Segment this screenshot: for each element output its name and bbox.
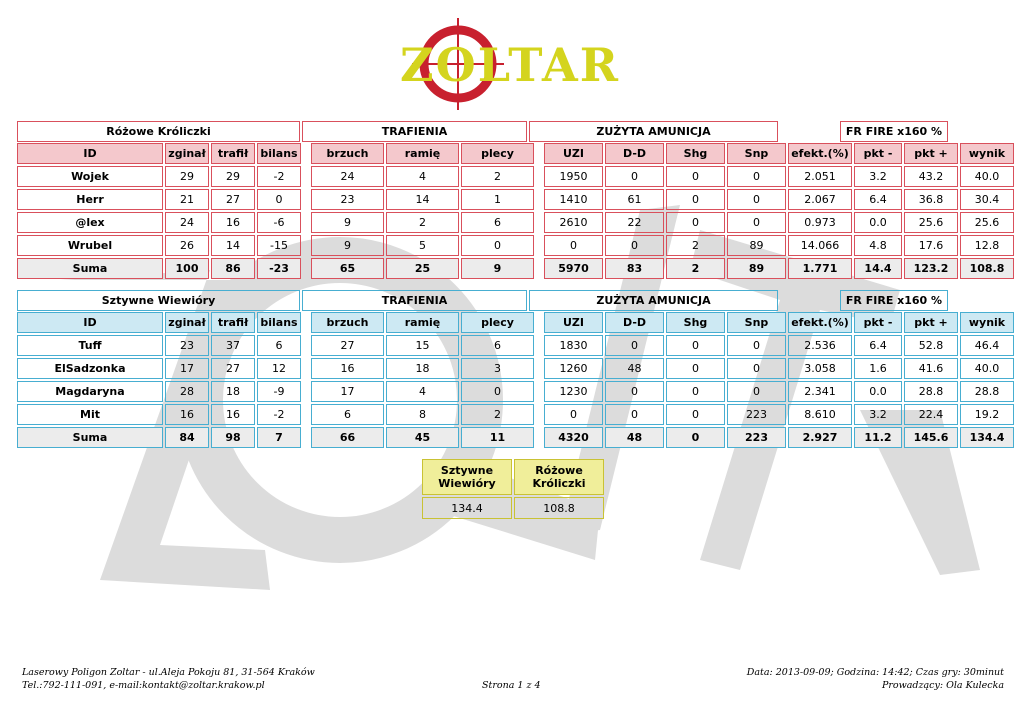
team1-cell: 9 (311, 235, 384, 256)
team2-cell: 0 (666, 358, 725, 379)
team2-cell: 27 (211, 358, 255, 379)
team2-cell: D-D (605, 312, 664, 333)
team1-cell: 21 (165, 189, 209, 210)
team2-cell: 0 (544, 404, 603, 425)
team1-cell: 0 (605, 235, 664, 256)
footer-date-time: Data: 2013-09-09; Godzina: 14:42; Czas gry: 30minut (746, 667, 1004, 678)
team2-cell: 1830 (544, 335, 603, 356)
team1-cell: 2.067 (788, 189, 852, 210)
team2-cell: pkt - (854, 312, 902, 333)
team1-cell: 29 (165, 166, 209, 187)
team2-cell: 28.8 (960, 381, 1014, 402)
team1-cell: 0.973 (788, 212, 852, 233)
team2-cell: 16 (165, 404, 209, 425)
team2-cell: 18 (386, 358, 459, 379)
team1-player-row (17, 235, 1014, 256)
team1-cell: @lex (17, 212, 163, 233)
team1-group-ammo: ZUŻYTA AMUNICJA (529, 121, 778, 142)
team2-cell: 22.4 (904, 404, 958, 425)
team1-cell: 4 (386, 166, 459, 187)
team1-cell: 2 (386, 212, 459, 233)
team2-cell: 0 (605, 381, 664, 402)
team2-player-row (17, 335, 1014, 356)
team1-cell: D-D (605, 143, 664, 164)
compare-score-2: 108.8 (514, 497, 604, 519)
team1-cell: -2 (257, 166, 301, 187)
team2-cell: 2.927 (788, 427, 852, 448)
team1-cell: pkt - (854, 143, 902, 164)
team1-cell: Wrubel (17, 235, 163, 256)
team2-cell: zginał (165, 312, 209, 333)
team1-cell: 0 (666, 166, 725, 187)
team2-cell: 1230 (544, 381, 603, 402)
score-comparison-table (420, 457, 606, 521)
footer-contact: Tel.:792-111-091, e-mail:kontakt@zoltar.krakow.pl (22, 680, 265, 691)
team1-cell: 14.4 (854, 258, 902, 279)
team2-cell: 48 (605, 358, 664, 379)
team2-cell: 4320 (544, 427, 603, 448)
team2-cell: 41.6 (904, 358, 958, 379)
team1-cell: plecy (461, 143, 534, 164)
team2-cell: 18 (211, 381, 255, 402)
compare-score-1: 134.4 (422, 497, 512, 519)
team1-cell: 6 (461, 212, 534, 233)
team2-header-row (17, 312, 1014, 333)
team1-table (15, 141, 1016, 281)
team1-header-row (17, 143, 1014, 164)
team1-cell: Shg (666, 143, 725, 164)
team2-cell: 66 (311, 427, 384, 448)
team1-cell: 2 (461, 166, 534, 187)
team2-cell: Tuff (17, 335, 163, 356)
team1-cell: -6 (257, 212, 301, 233)
team2-cell: 48 (605, 427, 664, 448)
team1-cell: 0 (544, 235, 603, 256)
team1-cell: 25.6 (904, 212, 958, 233)
team1-cell: Snp (727, 143, 786, 164)
team1-cell: 14 (211, 235, 255, 256)
team1-cell: 23 (311, 189, 384, 210)
team2-cell: 16 (211, 404, 255, 425)
team1-cell: trafił (211, 143, 255, 164)
team2-cell: 0 (727, 358, 786, 379)
team2-cell: 8.610 (788, 404, 852, 425)
team1-cell: 5 (386, 235, 459, 256)
team2-cell: 0 (666, 427, 725, 448)
team2-cell: 37 (211, 335, 255, 356)
team2-cell: 11.2 (854, 427, 902, 448)
team2-cell: 3.058 (788, 358, 852, 379)
team1-cell: 0 (257, 189, 301, 210)
team1-cell: 26 (165, 235, 209, 256)
team1-cell: 12.8 (960, 235, 1014, 256)
team1-cell: 89 (727, 235, 786, 256)
team2-cell: trafił (211, 312, 255, 333)
team1-cell: 0 (666, 212, 725, 233)
team1-cell: 0 (461, 235, 534, 256)
team2-cell: 16 (311, 358, 384, 379)
team1-cell: 36.8 (904, 189, 958, 210)
team1-cell: 14.066 (788, 235, 852, 256)
team2-cell: 6 (257, 335, 301, 356)
team1-cell: bilans (257, 143, 301, 164)
team2-cell: 0 (605, 335, 664, 356)
team2-cell: 40.0 (960, 358, 1014, 379)
team1-cell: -23 (257, 258, 301, 279)
team2-cell: 28 (165, 381, 209, 402)
team2-cell: Snp (727, 312, 786, 333)
team2-cell: 23 (165, 335, 209, 356)
team2-cell: 2.536 (788, 335, 852, 356)
team1-cell: 24 (165, 212, 209, 233)
team1-cell: Suma (17, 258, 163, 279)
team2-group-hits: TRAFIENIA (302, 290, 527, 311)
team1-cell: 24 (311, 166, 384, 187)
team2-cell: efekt.(%) (788, 312, 852, 333)
team2-cell: 27 (311, 335, 384, 356)
team1-cell: 2610 (544, 212, 603, 233)
team2-sum-row (17, 427, 1014, 448)
team2-table (15, 310, 1016, 450)
team1-cell: 83 (605, 258, 664, 279)
team2-cell: ramię (386, 312, 459, 333)
team2-cell: 6 (311, 404, 384, 425)
team2-cell: 223 (727, 427, 786, 448)
team1-cell: 65 (311, 258, 384, 279)
team1-cell: 14 (386, 189, 459, 210)
team1-cell: 2 (666, 235, 725, 256)
team1-cell: 40.0 (960, 166, 1014, 187)
team1-cell: 0 (727, 212, 786, 233)
team1-cell: zginał (165, 143, 209, 164)
team2-cell: 98 (211, 427, 255, 448)
team1-cell: -15 (257, 235, 301, 256)
team2-cell: 11 (461, 427, 534, 448)
team2-cell: 7 (257, 427, 301, 448)
team2-cell: 12 (257, 358, 301, 379)
team1-cell: 123.2 (904, 258, 958, 279)
team2-cell: Shg (666, 312, 725, 333)
team2-cell: 3.2 (854, 404, 902, 425)
footer-left (22, 666, 315, 692)
team1-cell: 25 (386, 258, 459, 279)
team1-cell: 2.051 (788, 166, 852, 187)
team1-cell: 22 (605, 212, 664, 233)
team2-cell: Suma (17, 427, 163, 448)
team1-cell: 1410 (544, 189, 603, 210)
team1-group-fire: FR FIRE x160 % (840, 121, 948, 142)
team1-cell: 89 (727, 258, 786, 279)
team2-cell: Magdaryna (17, 381, 163, 402)
team1-cell: 0 (666, 189, 725, 210)
team2-cell: ID (17, 312, 163, 333)
team1-cell: 16 (211, 212, 255, 233)
team1-cell: 108.8 (960, 258, 1014, 279)
footer-page-number: Strona 1 z 4 (482, 680, 541, 691)
footer-host: Prowadzący: Ola Kulecka (881, 680, 1004, 691)
footer-address: Laserowy Poligon Zoltar - ul.Aleja Pokoju 81, 31-564 Kraków (22, 667, 315, 678)
team2-cell: 46.4 (960, 335, 1014, 356)
team1-cell: wynik (960, 143, 1014, 164)
team2-cell: 1260 (544, 358, 603, 379)
team1-player-row (17, 212, 1014, 233)
team1-cell: pkt + (904, 143, 958, 164)
team2-cell: 17 (311, 381, 384, 402)
team1-cell: 0 (605, 166, 664, 187)
team2-cell: 0 (666, 404, 725, 425)
team2-cell: 45 (386, 427, 459, 448)
team1-player-row (17, 189, 1014, 210)
team1-cell: ramię (386, 143, 459, 164)
team1-player-row (17, 166, 1014, 187)
team1-cell: 61 (605, 189, 664, 210)
team1-cell: brzuch (311, 143, 384, 164)
compare-team-1: Sztywne Wiewióry (422, 459, 512, 495)
team1-cell: 86 (211, 258, 255, 279)
team2-cell: 52.8 (904, 335, 958, 356)
team1-cell: ID (17, 143, 163, 164)
team2-cell: 2.341 (788, 381, 852, 402)
team1-cell: 1 (461, 189, 534, 210)
team1-cell: 29 (211, 166, 255, 187)
team1-sum-row (17, 258, 1014, 279)
team2-cell: -9 (257, 381, 301, 402)
logo-text: ZOLTAR (400, 38, 620, 92)
team2-player-row (17, 404, 1014, 425)
team2-cell: 6.4 (854, 335, 902, 356)
team2-cell: 3 (461, 358, 534, 379)
team2-cell: 19.2 (960, 404, 1014, 425)
team2-cell: UZI (544, 312, 603, 333)
team1-cell: 2 (666, 258, 725, 279)
team1-cell: efekt.(%) (788, 143, 852, 164)
zoltar-logo (400, 18, 620, 110)
team1-cell: Herr (17, 189, 163, 210)
team1-cell: 9 (461, 258, 534, 279)
team2-cell: 0 (727, 335, 786, 356)
team2-cell: 8 (386, 404, 459, 425)
team1-cell: 1.771 (788, 258, 852, 279)
team2-cell: 28.8 (904, 381, 958, 402)
team2-cell: ElSadzonka (17, 358, 163, 379)
team2-player-row (17, 358, 1014, 379)
team2-cell: 0 (666, 381, 725, 402)
team1-group-hits: TRAFIENIA (302, 121, 527, 142)
team1-cell: 4.8 (854, 235, 902, 256)
team2-cell: bilans (257, 312, 301, 333)
team2-cell: 84 (165, 427, 209, 448)
team1-cell: UZI (544, 143, 603, 164)
team2-cell: 4 (386, 381, 459, 402)
team1-cell: 30.4 (960, 189, 1014, 210)
team2-cell: 15 (386, 335, 459, 356)
team1-cell: 0 (727, 166, 786, 187)
team1-cell: 0.0 (854, 212, 902, 233)
team2-cell: 0 (605, 404, 664, 425)
team2-cell: plecy (461, 312, 534, 333)
team1-cell: 6.4 (854, 189, 902, 210)
team2-cell: 0 (461, 381, 534, 402)
team1-cell: 17.6 (904, 235, 958, 256)
team2-cell: 145.6 (904, 427, 958, 448)
team1-cell: 100 (165, 258, 209, 279)
team1-cell: 3.2 (854, 166, 902, 187)
team1-cell: 27 (211, 189, 255, 210)
team2-cell: 1.6 (854, 358, 902, 379)
team2-cell: 17 (165, 358, 209, 379)
team1-cell: 5970 (544, 258, 603, 279)
compare-team-2: Różowe Króliczki (514, 459, 604, 495)
team1-cell: 0 (727, 189, 786, 210)
team2-cell: 6 (461, 335, 534, 356)
team1-cell: 43.2 (904, 166, 958, 187)
team2-player-row (17, 381, 1014, 402)
team2-cell: 0.0 (854, 381, 902, 402)
team2-cell: Mit (17, 404, 163, 425)
team2-cell: wynik (960, 312, 1014, 333)
team2-cell: brzuch (311, 312, 384, 333)
team1-cell: 9 (311, 212, 384, 233)
team2-cell: 134.4 (960, 427, 1014, 448)
team2-cell: 223 (727, 404, 786, 425)
team1-cell: Wojek (17, 166, 163, 187)
team2-group-fire: FR FIRE x160 % (840, 290, 948, 311)
team1-cell: 1950 (544, 166, 603, 187)
team2-cell: 0 (666, 335, 725, 356)
team2-cell: 0 (727, 381, 786, 402)
team1-cell: 25.6 (960, 212, 1014, 233)
team2-cell: pkt + (904, 312, 958, 333)
team2-cell: 2 (461, 404, 534, 425)
team2-group-ammo: ZUŻYTA AMUNICJA (529, 290, 778, 311)
team2-cell: -2 (257, 404, 301, 425)
team2-name: Sztywne Wiewióry (17, 290, 300, 311)
footer-right (747, 666, 1004, 692)
team1-name: Różowe Króliczki (17, 121, 300, 142)
